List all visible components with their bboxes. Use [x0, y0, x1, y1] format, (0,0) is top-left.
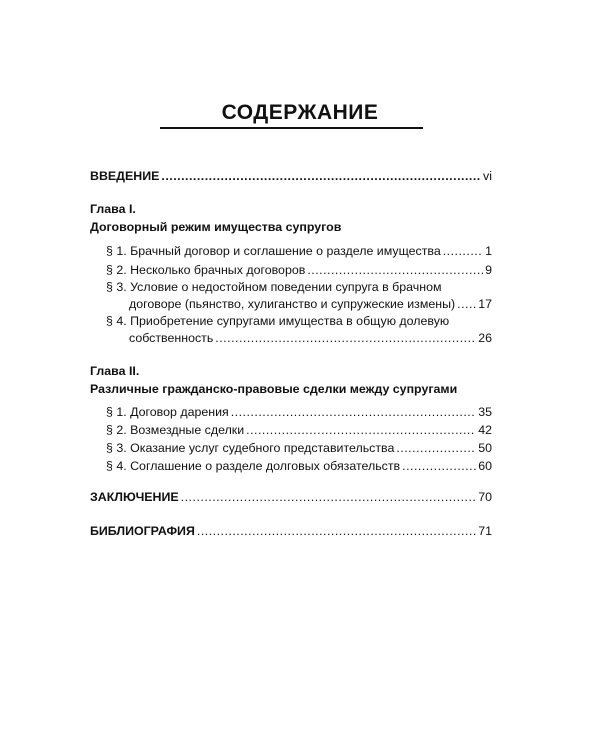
- dot-leader: [231, 404, 476, 420]
- toc-entry-ch2-sec4[interactable]: [106, 458, 492, 474]
- dot-leader: [307, 262, 483, 278]
- dot-leader: [181, 489, 477, 505]
- toc-entry-page: 71: [478, 524, 492, 538]
- chapter-1-title: Договорный режим имущества супругов: [90, 220, 342, 234]
- dot-leader: [396, 440, 476, 456]
- toc-entry-label: § 1. Договор дарения: [106, 405, 229, 419]
- toc-entry-ch2-sec1[interactable]: [106, 404, 492, 420]
- toc-entry-ch1-sec3-line1[interactable]: § 3. Условие о недостойном поведении супруга в брачном: [106, 280, 442, 294]
- dot-leader: [197, 523, 476, 539]
- toc-entry-page: 26: [478, 331, 492, 345]
- toc-entry-conclusion[interactable]: [90, 489, 492, 505]
- toc-entry-ch1-sec1[interactable]: [106, 243, 492, 259]
- chapter-2-label: Глава II.: [90, 364, 140, 378]
- toc-entry-label: БИБЛИОГРАФИЯ: [90, 524, 195, 538]
- dot-leader: [161, 168, 481, 184]
- toc-entry-label: собственность: [129, 331, 214, 345]
- toc-entry-bibliography[interactable]: [90, 523, 492, 539]
- toc-entry-label: ВВЕДЕНИЕ: [90, 169, 160, 183]
- toc-entry-page: vi: [483, 169, 492, 183]
- dot-leader: [402, 458, 476, 474]
- toc-entry-page: 42: [478, 423, 492, 437]
- toc-entry-page: 17: [478, 297, 492, 311]
- title-underline: [160, 127, 423, 129]
- toc-entry-page: 35: [478, 405, 492, 419]
- toc-entry-label: договоре (пьянство, хулиганство и супружеские измены): [129, 297, 456, 311]
- toc-entry-ch1-sec4[interactable]: [129, 330, 492, 346]
- toc-entry-intro[interactable]: [90, 168, 492, 184]
- dot-leader: [215, 330, 476, 346]
- dot-leader: [457, 296, 476, 312]
- toc-entry-label: § 2. Возмездные сделки: [106, 423, 245, 437]
- toc-entry-label: ЗАКЛЮЧЕНИЕ: [90, 490, 179, 504]
- toc-entry-page: 70: [478, 490, 492, 504]
- toc-entry-page: 1: [485, 244, 492, 258]
- dot-leader: [443, 243, 483, 259]
- toc-entry-label: § 3. Оказание услуг судебного представительства: [106, 441, 395, 455]
- page-title: СОДЕРЖАНИЕ: [221, 101, 379, 124]
- toc-entry-ch1-sec2[interactable]: [106, 262, 492, 278]
- toc-entry-page: 50: [478, 441, 492, 455]
- toc-entry-label: § 4. Соглашение о разделе долговых обязательств: [106, 459, 401, 473]
- toc-entry-label: § 1. Брачный договор и соглашение о разделе имущества: [106, 244, 441, 258]
- toc-entry-ch1-sec3[interactable]: [129, 296, 492, 312]
- toc-entry-page: 60: [478, 459, 492, 473]
- toc-entry-ch2-sec2[interactable]: [106, 422, 492, 438]
- dot-leader: [246, 422, 476, 438]
- chapter-1-label: Глава I.: [90, 202, 136, 216]
- chapter-2-title: Различные гражданско-правовые сделки между супругами: [90, 382, 458, 396]
- toc-entry-ch1-sec4-line1[interactable]: § 4. Приобретение супругами имущества в общую долевую: [106, 314, 450, 328]
- toc-entry-page: 9: [485, 263, 492, 277]
- toc-entry-label: § 2. Несколько брачных договоров: [106, 263, 306, 277]
- toc-entry-ch2-sec3[interactable]: [106, 440, 492, 456]
